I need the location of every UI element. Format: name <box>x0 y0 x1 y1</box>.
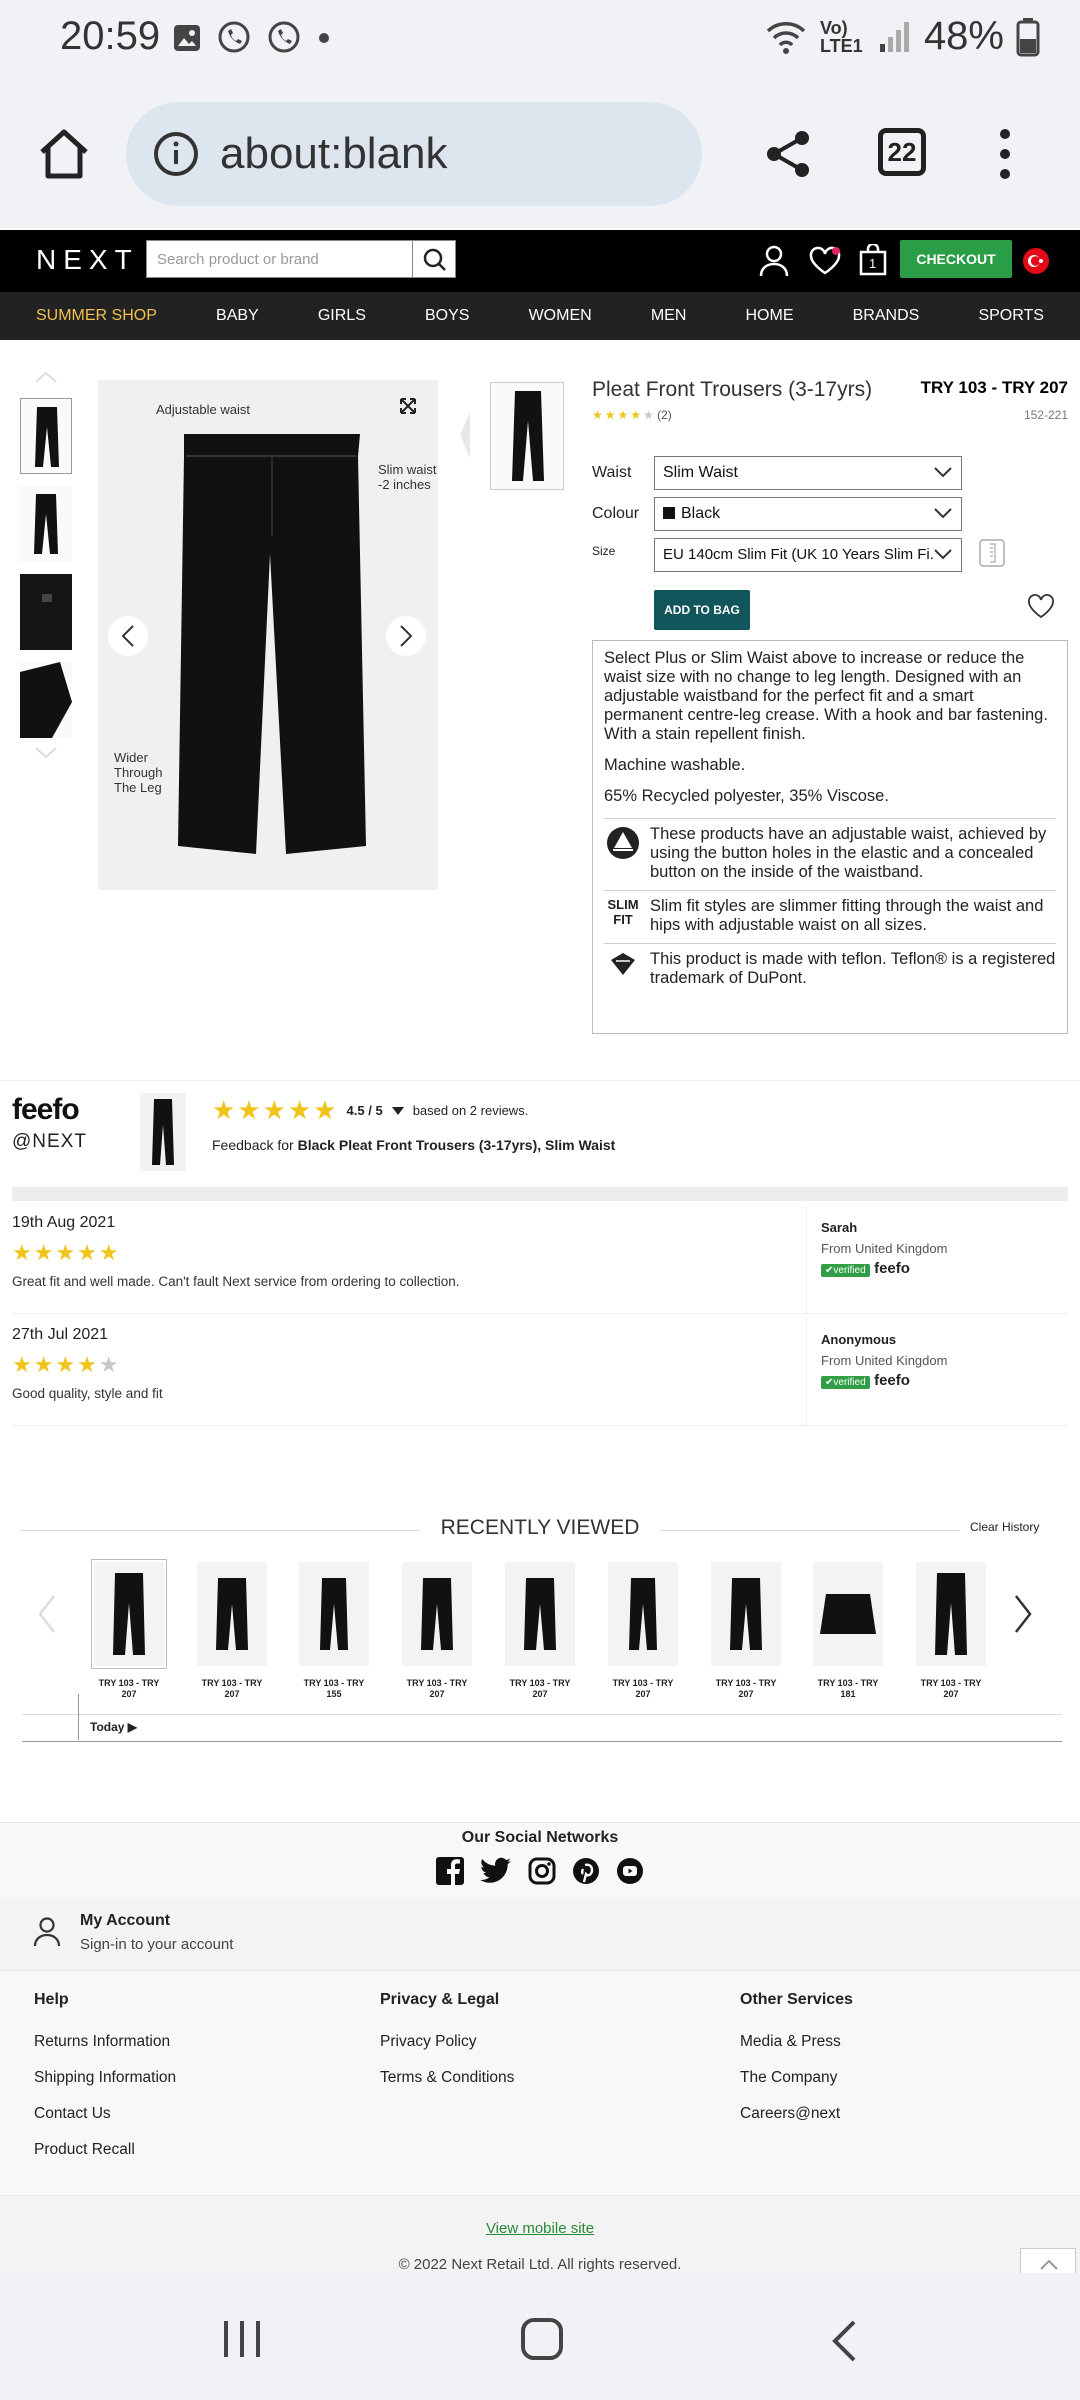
product-price: TRY 103 - TRY 207 <box>920 378 1068 397</box>
android-nav-bar <box>0 2273 1080 2400</box>
other-services-title: Other Services <box>740 1991 853 2008</box>
link-terms[interactable]: Terms & Conditions <box>380 2069 515 2086</box>
country-flag-icon[interactable] <box>1022 247 1050 275</box>
youtube-icon[interactable] <box>616 1857 644 1885</box>
label-wider-leg: Wider Through The Leg <box>114 750 163 795</box>
nav-baby[interactable]: BABY <box>216 307 259 324</box>
clear-history-link[interactable]: Clear History <box>970 1520 1040 1534</box>
size-select[interactable] <box>654 538 962 572</box>
feefo-mini-logo: feefo <box>874 1372 910 1389</box>
dot-icon <box>316 30 332 46</box>
search-button[interactable] <box>412 240 456 278</box>
browser-toolbar <box>0 78 1080 228</box>
next-logo[interactable]: NEXT <box>36 244 139 275</box>
thumbnail-1[interactable] <box>20 398 72 474</box>
nav-women[interactable]: WOMEN <box>528 307 592 324</box>
adjustable-waist-icon <box>605 825 641 861</box>
info-icon[interactable] <box>152 130 200 178</box>
home-nav-icon[interactable] <box>520 2317 564 2361</box>
image-next-button[interactable] <box>386 616 426 656</box>
rv-item-price: TRY 103 - TRY 207 <box>509 1678 571 1699</box>
chevron-up-icon <box>1021 2249 1077 2275</box>
dropdown-triangle-icon[interactable] <box>391 1106 405 1116</box>
bag-count: 1 <box>869 256 877 271</box>
link-the-company[interactable]: The Company <box>740 2069 838 2086</box>
waist-value: Slim Waist <box>663 464 738 481</box>
size-label: Size <box>592 544 616 558</box>
pinterest-icon[interactable] <box>572 1857 600 1885</box>
feature-teflon <box>604 943 1056 996</box>
link-product-recall[interactable]: Product Recall <box>34 2141 135 2158</box>
verified-text: verified <box>833 1377 866 1388</box>
feefo-score: 4.5 / 5 <box>346 1103 383 1118</box>
timeline-marker <box>78 1694 79 1740</box>
status-time: 20:59 <box>60 14 161 58</box>
rv-item[interactable] <box>197 1562 267 1700</box>
rv-item-price: TRY 103 - TRY 207 <box>920 1678 982 1699</box>
colour-select[interactable] <box>654 497 962 531</box>
tab-switcher-button[interactable]: 22 <box>878 128 926 176</box>
verified-label: ✔ verified <box>821 1376 870 1389</box>
share-icon[interactable] <box>760 126 816 182</box>
my-account-section[interactable] <box>0 1898 1080 1970</box>
category-nav <box>0 292 1080 340</box>
search-icon <box>413 241 457 279</box>
product-rating[interactable]: ★★★★★ (2) <box>592 408 672 422</box>
rv-item-price: TRY 103 - TRY 207 <box>98 1678 160 1699</box>
back-nav-icon[interactable] <box>830 2319 858 2363</box>
signal-icon <box>878 20 912 54</box>
facebook-icon[interactable] <box>436 1857 464 1885</box>
review-stars: ★★★★★ <box>12 1352 119 1377</box>
rv-item[interactable] <box>711 1562 781 1700</box>
thumbnail-3[interactable] <box>20 574 72 650</box>
feefo-logo-sub: @NEXT <box>12 1131 87 1152</box>
favourites-icon[interactable] <box>808 246 842 276</box>
colour-swatch <box>663 507 675 519</box>
thumb-up-arrow-icon[interactable] <box>34 370 58 384</box>
rv-item[interactable] <box>299 1562 369 1700</box>
timeline-rule <box>22 1714 1062 1715</box>
label-slim-waist: Slim waist -2 inches <box>378 462 437 492</box>
network-label: Vo) LTE1 <box>819 17 863 56</box>
rv-item[interactable] <box>813 1562 883 1700</box>
social-title: Our Social Networks <box>461 1829 619 1846</box>
my-account-title[interactable]: My Account <box>80 1912 171 1929</box>
feedback-prefix: Feedback for <box>212 1137 294 1153</box>
expand-icon[interactable] <box>400 398 416 414</box>
review-text: Good quality, style and fit <box>12 1386 163 1401</box>
product-title: Pleat Front Trousers (3-17yrs) <box>592 378 873 401</box>
search-input[interactable]: Search product or brand <box>146 240 414 278</box>
viber-icon-2 <box>266 20 302 56</box>
viber-icon <box>216 20 252 56</box>
help-title: Help <box>34 1991 69 2008</box>
rv-item-image <box>197 1562 267 1666</box>
reviewer-name: Anonymous <box>821 1332 897 1347</box>
rv-item-price: TRY 103 - TRY 155 <box>303 1678 365 1699</box>
waist-select[interactable] <box>654 456 962 490</box>
chevron-left-icon <box>121 624 135 648</box>
image-prev-button[interactable] <box>108 616 148 656</box>
related-product-thumb[interactable] <box>490 382 564 490</box>
notification-icons <box>172 20 332 56</box>
colour-label: Colour <box>592 505 640 522</box>
rv-item-image <box>505 1562 575 1666</box>
washing-text: Machine washable. <box>604 756 746 774</box>
footer-bottom <box>0 2195 1080 2273</box>
view-mobile-site-link[interactable]: View mobile site <box>485 2220 595 2237</box>
reviewer-info <box>806 1318 961 1425</box>
battery-icon <box>1016 17 1040 57</box>
rv-item[interactable] <box>916 1562 986 1700</box>
rv-item-image <box>94 1562 164 1666</box>
instagram-icon[interactable] <box>528 1857 556 1885</box>
twitter-icon[interactable] <box>480 1857 512 1885</box>
rv-item[interactable] <box>94 1562 164 1700</box>
rv-item-image <box>916 1562 986 1666</box>
composition-text: 65% Recycled polyester, 35% Viscose. <box>604 787 889 805</box>
footer-links <box>0 1970 1080 2195</box>
url-text[interactable]: about:blank <box>220 129 448 178</box>
review-stars: ★★★★★ <box>12 1240 121 1265</box>
link-contact[interactable]: Contact Us <box>34 2105 111 2122</box>
feature-slim-fit <box>604 890 1056 943</box>
add-to-bag-button[interactable]: ADD TO BAG <box>654 590 750 630</box>
nav-girls[interactable]: GIRLS <box>317 307 366 324</box>
rv-item[interactable] <box>608 1562 678 1700</box>
url-bar[interactable] <box>126 102 702 206</box>
thumbnail-2[interactable] <box>20 486 72 562</box>
rv-item[interactable] <box>505 1562 575 1700</box>
reviewer-location: From United Kingdom <box>821 1353 948 1368</box>
chevron-down-icon <box>933 547 953 561</box>
site-header <box>0 230 1080 292</box>
rv-item-price: TRY 103 - TRY 207 <box>715 1678 777 1699</box>
chevron-down-icon <box>933 465 953 479</box>
review-date: 27th Jul 2021 <box>12 1326 109 1343</box>
status-right <box>764 14 1040 59</box>
feefo-based-on: based on 2 reviews. <box>412 1103 529 1118</box>
nav-home[interactable]: HOME <box>745 307 794 324</box>
main-product-image[interactable] <box>98 380 438 890</box>
wishlist-heart-icon[interactable] <box>1026 594 1056 620</box>
feefo-summary <box>0 1080 1080 1180</box>
feefo-mini-logo: feefo <box>874 1260 910 1277</box>
reviewer-info <box>806 1206 961 1313</box>
verified-badge <box>821 1256 947 1278</box>
link-shipping[interactable]: Shipping Information <box>34 2069 177 2086</box>
checkout-button[interactable]: CHECKOUT <box>900 240 1012 278</box>
feedback-product: Black Pleat Front Trousers (3-17yrs), Slim Waist <box>297 1137 616 1153</box>
feature-adjustable-waist <box>604 818 1056 890</box>
battery-percent: 48% <box>923 14 1004 58</box>
timeline-baseline <box>22 1741 1062 1742</box>
rv-item-price: TRY 103 - TRY 207 <box>406 1678 468 1699</box>
link-returns[interactable]: Returns Information <box>34 2033 171 2050</box>
product-description <box>592 640 1068 1034</box>
description-text: Select Plus or Slim Waist above to increase or reduce the waist size with no change to leg length. Designed with an adjustable waistband for the perfect fit and a smart permanent centre-leg crease. With a hook and bar fastening. With a stain repellent finish. <box>604 649 1048 743</box>
my-account-sub[interactable]: Sign-in to your account <box>80 1936 234 1953</box>
rv-item-price: TRY 103 - TRY 181 <box>817 1678 879 1699</box>
status-bar <box>0 0 1080 78</box>
social-icons <box>436 1857 644 1885</box>
review-item <box>12 1318 1068 1426</box>
label-adjustable-waist: Adjustable waist <box>156 402 250 417</box>
link-careers[interactable]: Careers@next <box>740 2105 841 2122</box>
bag-icon[interactable] <box>858 244 888 276</box>
privacy-title: Privacy & Legal <box>380 1991 500 2008</box>
link-media-press[interactable]: Media & Press <box>740 2033 841 2050</box>
thumb-down-arrow-icon[interactable] <box>34 746 58 760</box>
rv-item-image <box>711 1562 781 1666</box>
size-value: EU 140cm Slim Fit (UK 10 Years Slim Fi... <box>663 546 943 563</box>
rv-item-image <box>608 1562 678 1666</box>
slim-fit-icon: SLIM FIT <box>607 897 639 927</box>
timeline-today: Today ▶ <box>90 1720 138 1734</box>
rv-item-image <box>813 1562 883 1666</box>
teflon-icon <box>607 950 639 978</box>
verified-badge <box>821 1368 947 1390</box>
divider-strip <box>12 1187 1068 1201</box>
reviewer-name: Sarah <box>821 1220 858 1235</box>
nav-brands[interactable]: BRANDS <box>852 307 920 324</box>
colour-value: Black <box>681 505 721 522</box>
nav-summer-shop[interactable]: SUMMER SHOP <box>36 307 157 324</box>
feefo-rating-row <box>212 1095 528 1126</box>
menu-dots-icon[interactable] <box>990 126 1020 182</box>
rv-item-image <box>299 1562 369 1666</box>
nav-sports[interactable]: SPORTS <box>978 307 1044 324</box>
feature-text: Slim fit styles are slimmer fitting through the waist and hips with adjustable waist on all sizes. <box>650 897 1044 934</box>
home-icon[interactable] <box>36 126 92 182</box>
review-text: Great fit and well made. Can't fault Next service from ordering to collection. <box>12 1274 460 1289</box>
account-icon[interactable] <box>758 244 790 278</box>
rv-prev-icon[interactable] <box>36 1594 58 1634</box>
nav-boys[interactable]: BOYS <box>424 307 470 324</box>
social-section <box>0 1822 1080 1898</box>
link-privacy-policy[interactable]: Privacy Policy <box>380 2033 477 2050</box>
size-guide-icon[interactable] <box>978 538 1006 568</box>
product-stars: ★★★★ <box>592 408 644 422</box>
feature-text: These products have an adjustable waist, achieved by using the button holes in the elastic and a concealed button on the inside of the waistband. <box>650 825 1047 881</box>
recent-apps-icon[interactable] <box>220 2319 264 2359</box>
verified-label: ✔ verified <box>821 1264 870 1277</box>
verified-text: verified <box>833 1265 866 1276</box>
copyright-text: © 2022 Next Retail Ltd. All rights reserved. <box>398 2256 682 2273</box>
rv-item-image <box>402 1562 472 1666</box>
recently-viewed-title: RECENTLY VIEWED <box>440 1516 640 1539</box>
today-label: Today <box>90 1720 125 1734</box>
feefo-logo: feefo <box>12 1093 79 1126</box>
nav-men[interactable]: MEN <box>650 307 687 324</box>
rv-item[interactable] <box>402 1562 472 1700</box>
waist-label: Waist <box>592 464 632 481</box>
rv-next-icon[interactable] <box>1012 1594 1034 1634</box>
gallery-icon <box>172 23 202 53</box>
feature-text: This product is made with teflon. Teflon® is a registered trademark of DuPont. <box>650 950 1056 987</box>
review-date: 19th Aug 2021 <box>12 1214 116 1231</box>
chevron-right-icon <box>399 624 413 648</box>
review-item <box>12 1206 1068 1314</box>
rv-item-price: TRY 103 - TRY 207 <box>201 1678 263 1699</box>
wifi-icon <box>764 19 808 55</box>
feefo-product-thumb <box>140 1093 186 1171</box>
feefo-feedback <box>212 1137 615 1153</box>
thumbnail-4[interactable] <box>20 662 72 738</box>
chevron-down-icon <box>933 506 953 520</box>
product-code: 152-221 <box>1023 408 1068 422</box>
trousers-image <box>176 430 366 860</box>
rv-item-price: TRY 103 - TRY 207 <box>612 1678 674 1699</box>
related-prev-icon[interactable] <box>458 410 472 460</box>
reviewer-location: From United Kingdom <box>821 1241 948 1256</box>
user-icon <box>32 1916 62 1948</box>
feefo-stars: ★★★★★ <box>212 1095 339 1125</box>
product-rating-count: (2) <box>657 408 672 422</box>
